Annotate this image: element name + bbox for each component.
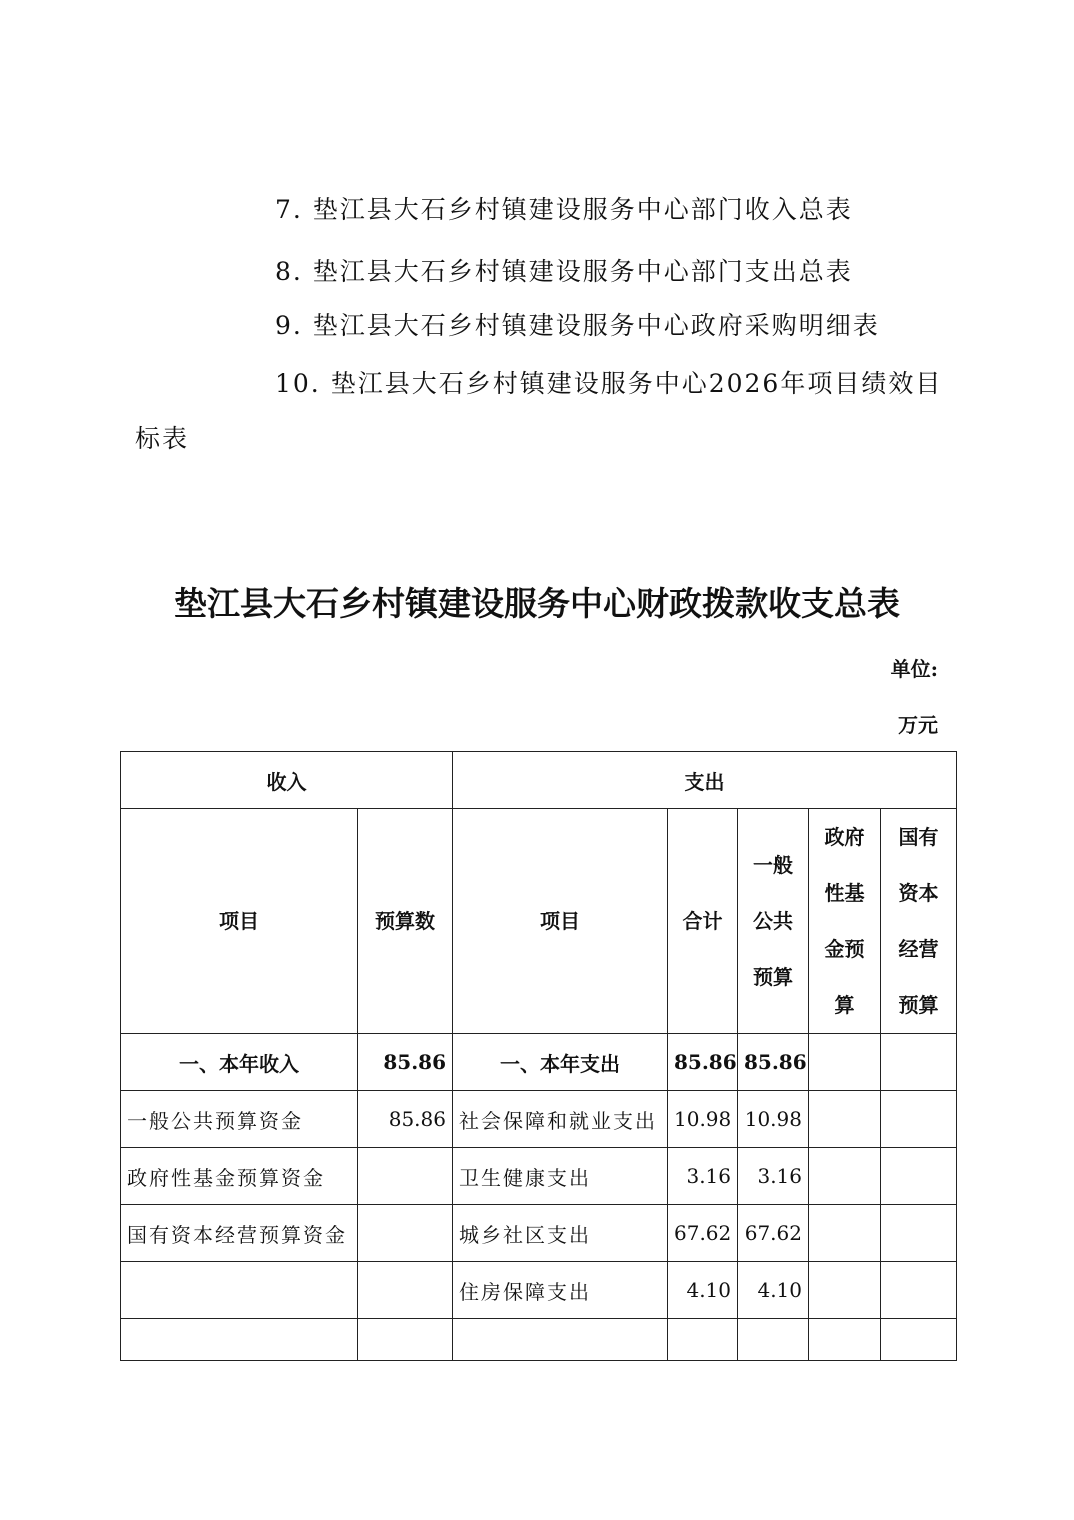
table-cell: 3.16	[668, 1148, 738, 1205]
table-cell: 67.62	[668, 1205, 738, 1262]
table-cell	[881, 1034, 957, 1091]
table-cell: 10.98	[668, 1091, 738, 1148]
table-cell	[809, 1091, 881, 1148]
expense-header: 支出	[453, 752, 957, 809]
table-cell	[358, 1205, 453, 1262]
table-cell	[881, 1205, 957, 1262]
unit-value: 万元	[898, 713, 938, 737]
table-cell: 3.16	[738, 1148, 809, 1205]
table-cell	[881, 1091, 957, 1148]
table-cell: 85.86	[358, 1034, 453, 1091]
table-cell	[358, 1262, 453, 1319]
income-header: 收入	[121, 752, 453, 809]
table-cell	[809, 1262, 881, 1319]
table-cell: 4.10	[668, 1262, 738, 1319]
table-cell: 一、本年支出	[453, 1034, 668, 1091]
table-cell	[809, 1148, 881, 1205]
table-cell: 10.98	[738, 1091, 809, 1148]
header-row-2	[121, 809, 957, 1034]
page-title: 垫江县大石乡村镇建设服务中心财政拨款收支总表	[174, 584, 900, 623]
table-cell: 一、本年收入	[121, 1034, 358, 1091]
col-header: 国有 资本 经营 预算	[881, 809, 957, 1034]
table-cell	[809, 1034, 881, 1091]
list-item-9: 9. 垫江县大石乡村镇建设服务中心政府采购明细表	[275, 311, 880, 340]
table-cell	[358, 1319, 453, 1361]
table-cell	[881, 1262, 957, 1319]
table-cell: 一般公共预算资金	[121, 1091, 358, 1148]
col-header: 项目	[453, 809, 668, 1034]
table-row	[121, 1262, 957, 1319]
list-item-8: 8. 垫江县大石乡村镇建设服务中心部门支出总表	[275, 257, 853, 286]
list-item-7: 7. 垫江县大石乡村镇建设服务中心部门收入总表	[275, 195, 853, 224]
table-cell	[121, 1262, 358, 1319]
table-cell: 社会保障和就业支出	[453, 1091, 668, 1148]
col-header: 项目	[121, 809, 358, 1034]
table-cell: 85.86	[358, 1091, 453, 1148]
table-cell: 4.10	[738, 1262, 809, 1319]
table-cell	[881, 1148, 957, 1205]
table-cell: 85.86	[668, 1034, 738, 1091]
table-row	[121, 1034, 957, 1091]
table-cell	[668, 1319, 738, 1361]
table-cell: 城乡社区支出	[453, 1205, 668, 1262]
table-cell: 85.86	[738, 1034, 809, 1091]
table-cell: 政府性基金预算资金	[121, 1148, 358, 1205]
table-cell: 卫生健康支出	[453, 1148, 668, 1205]
table-row	[121, 1319, 957, 1361]
col-header: 政府 性基 金预 算	[809, 809, 881, 1034]
table-cell	[738, 1319, 809, 1361]
table-cell: 67.62	[738, 1205, 809, 1262]
table-cell: 国有资本经营预算资金	[121, 1205, 358, 1262]
table-cell	[881, 1319, 957, 1361]
table-row	[121, 1091, 957, 1148]
list-item-10: 10. 垫江县大石乡村镇建设服务中心2026年项目绩效目标表	[135, 369, 943, 453]
table-cell	[121, 1319, 358, 1361]
table-cell: 住房保障支出	[453, 1262, 668, 1319]
col-header: 预算数	[358, 809, 453, 1034]
col-header: 一般 公共 预算	[738, 809, 809, 1034]
table-row	[121, 1148, 957, 1205]
unit-label: 单位:	[890, 657, 938, 681]
budget-table	[120, 751, 957, 1361]
table-row	[121, 1205, 957, 1262]
header-row-1	[121, 752, 957, 809]
table-cell	[809, 1205, 881, 1262]
col-header: 合计	[668, 809, 738, 1034]
table-cell	[809, 1319, 881, 1361]
table-cell	[358, 1148, 453, 1205]
table-cell	[453, 1319, 668, 1361]
